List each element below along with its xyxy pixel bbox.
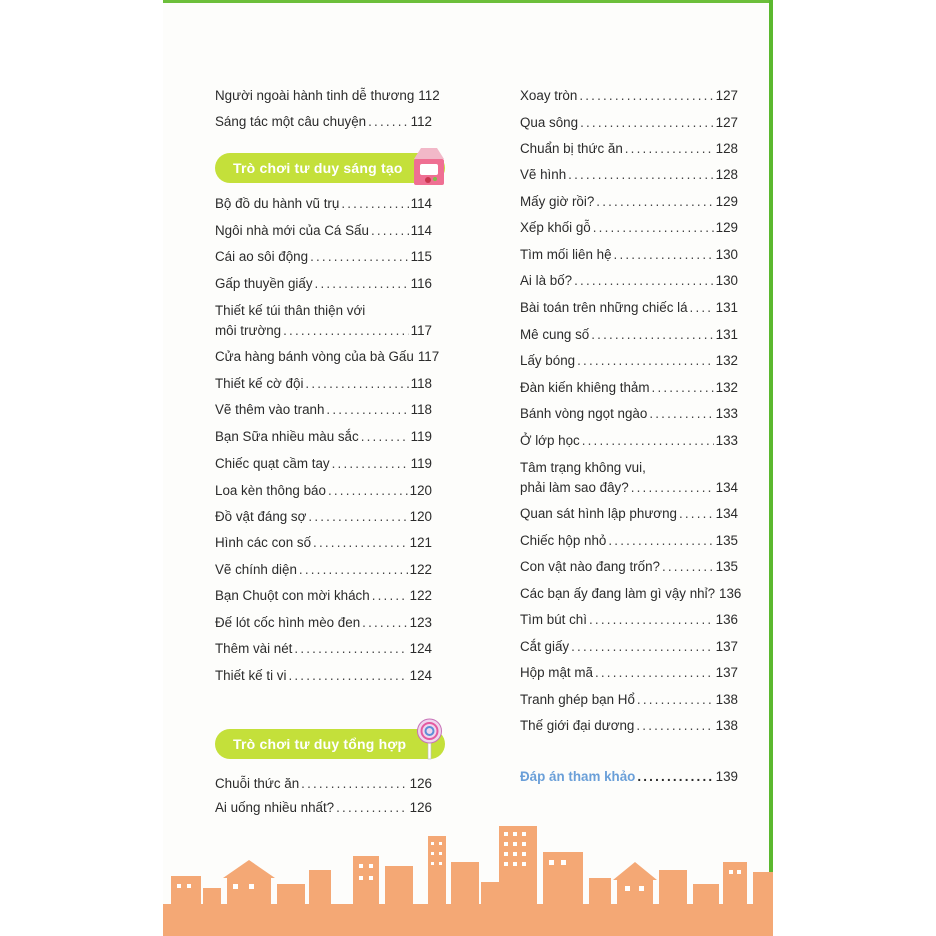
toc-entry: Mấy giờ rồi? ..... 129: [520, 193, 738, 211]
toc-entry: Tranh ghép bạn Hổ ..... 138: [520, 691, 738, 709]
toc-entry: Bạn Chuột con mời khách ..... 122: [215, 587, 432, 605]
toc-entry: Ai uống nhiều nhất? ..... 126: [215, 799, 432, 817]
toc-entry-first-line: Tâm trạng không vui,: [520, 460, 646, 475]
toc-entry: Hình các con số ..... 121: [215, 534, 432, 552]
toc-entry: Thiết kế ti vi ..... 124: [215, 667, 432, 685]
toc-entry: Chiếc quạt cầm tay ..... 119: [215, 455, 432, 473]
toc-entry: Chuỗi thức ăn ..... 126: [215, 775, 432, 793]
toc-entry: Loa kèn thông báo ..... 120: [215, 482, 432, 500]
toc-entry: Người ngoài hành tinh dễ thương 112: [215, 88, 440, 103]
milk-carton-icon: [408, 143, 450, 189]
toc-entry: Sáng tác một câu chuyện ..... 112: [215, 113, 432, 131]
toc-entry: Bạn Sữa nhiều màu sắc ..... 119: [215, 428, 432, 446]
toc-entry: Đồ vật đáng sợ ..... 120: [215, 508, 432, 526]
toc-entry: Chuẩn bị thức ăn ..... 128: [520, 140, 738, 158]
section-heading-creative: Trò chơi tư duy sáng tạo: [215, 153, 445, 183]
toc-entry: Lấy bóng ..... 132: [520, 352, 738, 370]
toc-entry: Thiết kế cờ đội ..... 118: [215, 375, 432, 393]
answers-entry: Đáp án tham khảo ..... 139: [520, 768, 738, 786]
toc-entry: Con vật nào đang trốn? ..... 135: [520, 558, 738, 576]
toc-entry: Các bạn ấy đang làm gì vậy nhỉ? 136: [520, 586, 742, 601]
toc-entry: Thêm vài nét ..... 124: [215, 640, 432, 658]
toc-entry: Bộ đồ du hành vũ trụ ..... 114: [215, 195, 432, 213]
toc-entry: môi trường ..... 117: [215, 322, 432, 340]
toc-entry: Ai là bố? ..... 130: [520, 272, 738, 290]
right-edge: [769, 0, 773, 936]
section-heading-combined: Trò chơi tư duy tổng hợp: [215, 729, 445, 759]
toc-entry: Bài toán trên những chiếc lá ..... 131: [520, 299, 738, 317]
toc-entry: Gấp thuyền giấy ..... 116: [215, 275, 432, 293]
toc-entry: Cái ao sôi động ..... 115: [215, 248, 432, 266]
toc-entry: Ở lớp học ..... 133: [520, 432, 738, 450]
city-skyline-decoration: [163, 826, 773, 936]
toc-entry: Ngôi nhà mới của Cá Sấu ..... 114: [215, 222, 432, 240]
toc-page: [163, 0, 773, 936]
toc-entry: Qua sông ..... 127: [520, 114, 738, 132]
toc-entry: Thế giới đại dương ..... 138: [520, 717, 738, 735]
toc-entry: Tìm bút chì ..... 136: [520, 611, 738, 629]
toc-entry: Cắt giấy ..... 137: [520, 638, 738, 656]
toc-entry: Mê cung số ..... 131: [520, 326, 738, 344]
toc-entry: Vẽ thêm vào tranh ..... 118: [215, 401, 432, 419]
toc-entry: Vẽ hình ..... 128: [520, 166, 738, 184]
toc-entry: Đàn kiến khiêng thảm ..... 132: [520, 379, 738, 397]
toc-entry: Cửa hàng bánh vòng của bà Gấu 117: [215, 349, 440, 364]
toc-entry: Vẽ chính diện ..... 122: [215, 561, 432, 579]
toc-entry: Chiếc hộp nhỏ ..... 135: [520, 532, 738, 550]
toc-entry: phải làm sao đây? ..... 134: [520, 479, 738, 497]
toc-entry: Xoay tròn ..... 127: [520, 87, 738, 105]
toc-entry: Quan sát hình lập phương ..... 134: [520, 505, 738, 523]
toc-entry: Đế lót cốc hình mèo đen ..... 123: [215, 614, 432, 632]
lollipop-icon: [414, 717, 446, 761]
toc-entry: Bánh vòng ngọt ngào ..... 133: [520, 405, 738, 423]
toc-entry: Hộp mật mã ..... 137: [520, 664, 738, 682]
top-edge: [163, 0, 773, 3]
toc-entry: Xếp khối gỗ ..... 129: [520, 219, 738, 237]
toc-entry-first-line: Thiết kế túi thân thiện với: [215, 303, 366, 318]
toc-entry: Tìm mối liên hệ ..... 130: [520, 246, 738, 264]
